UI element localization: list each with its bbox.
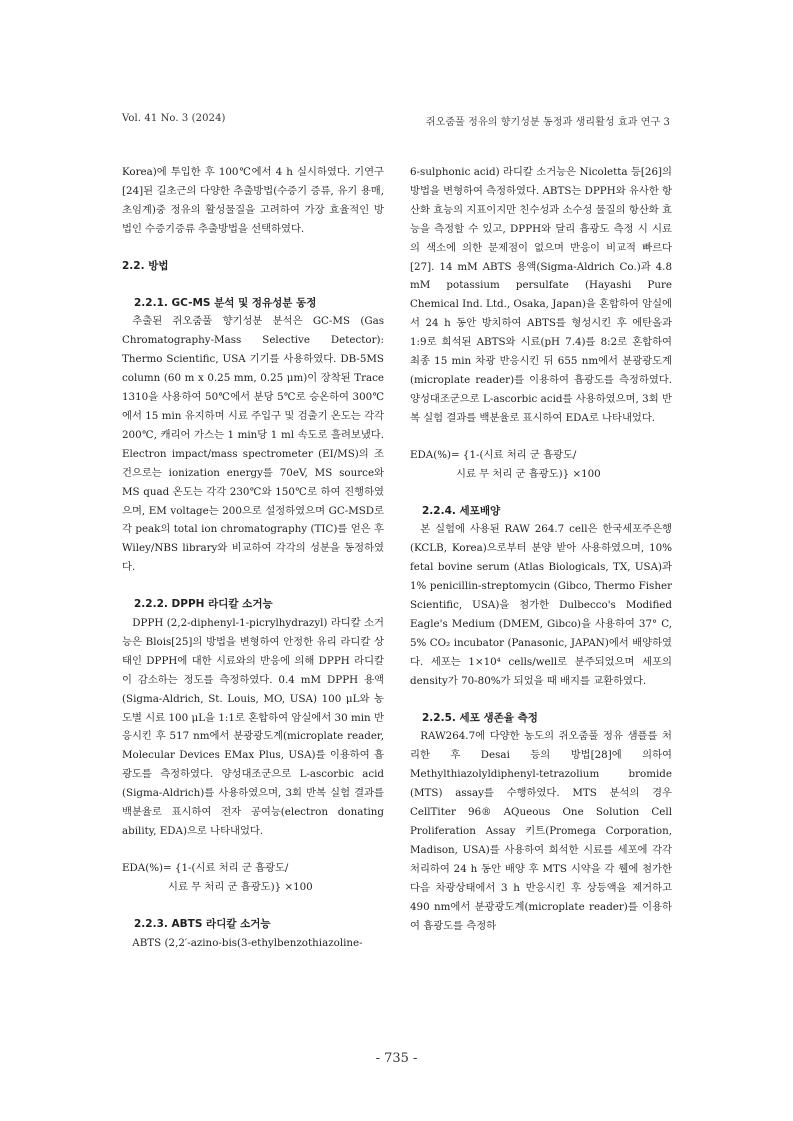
page-number: - 735 - xyxy=(375,1051,418,1066)
eda-equation-dpph xyxy=(122,859,384,897)
eda-equation-line-2: 시료 무 처리 군 흡광도)} ×100 xyxy=(456,467,601,480)
running-header-title: 쥐오줌풀 정유의 향기성분 동정과 생리활성 효과 연구 3 xyxy=(425,117,670,128)
abts-paragraph-continued: 6-sulphonic acid) 라디칼 소거능은 Nicoletta 등[26]의 방법을 변형하여 측정하였다. ABTS는 DPPH와 유사한 항산화 효능의 지표이지만 친수성과 소수성 물질의 항산화 효능을 측정할 수 있고, DPPH와 달리 흡광도 측정 시 시료의 색소에 의한 문제점이 없으며 반응이 비교적 빠르다[27]. 14 mM ABTS 용액(Sigma-Aldrich Co.)과 4.8 mM potassium persulfate (Hayashi Pure Chemical Ind. Ltd., Osaka, Japan)을 혼합하여 암실에서 24 h 동안 방치하여 ABTS를 형성시킨 후 에탄올과 1:9로 희석된 ABTS와 시료(pH 7.4)를 8:2로 혼합하여 최종 15 min 차광 반응시킨 뒤 655 nm에서 분광광도계(microplate reader)를 이용하여 흡광도를 측정하였다. 양성대조군으로 L-ascorbic acid를 사용하였으며, 3회 반복 실험 결과를 백분율로 표시하여 EDA로 나타내었다. xyxy=(410,166,672,424)
subsection-heading-abts: 2.2.3. ABTS 라디칼 소거능 xyxy=(134,917,271,930)
eda-equation-line-2: 시료 무 처리 군 흡광도)} ×100 xyxy=(168,880,313,893)
subsection-heading-dpph: 2.2.2. DPPH 라디칼 소거능 xyxy=(134,598,273,611)
section-heading-methods: 2.2. 방법 xyxy=(122,259,169,272)
eda-equation-abts xyxy=(410,446,672,484)
viability-paragraph: RAW264.7에 다양한 농도의 쥐오줌풀 정유 샘플를 처리한 후 Desai 등의 방법[28]에 의하여 Methylthiazolyldiphenyl-tetrazolium bromide (MTS) assay를 수행하였다. MTS 분석의 경우 CellTiter 96® AQueous One Solution Cell Proliferation Assay 키트(Promega Corporation, Madison, USA)를 사용하여 희석한 시료를 세포에 각각 처리하여 24 h 동안 배양 후 MTS 시약을 각 웰에 첨가한 다음 차광상태에서 3 h 반응시킨 후 상등액을 제거하고 490 nm에서 분광광도계(microplate reader)를 이용하여 흡광도를 측정하 xyxy=(410,730,672,932)
right-column xyxy=(410,163,672,935)
eda-equation-line-1: EDA(%)= {1-(시료 처리 군 흡광도/ xyxy=(122,861,289,874)
abts-paragraph-start: ABTS (2,2′-azino-bis(3-ethylbenzothiazoline- xyxy=(132,936,363,949)
eda-equation-line-1: EDA(%)= {1-(시료 처리 군 흡광도/ xyxy=(410,448,577,461)
gcms-paragraph: 추출된 쥐오줌풀 향기성분 분석은 GC-MS (Gas Chromatography-Mass Selective Detector): Thermo Scientific, USA 기기를 사용하였다. DB-5MS column (60 m x 0.25 mm, 0.25 μm)이 장착된 Trace 1310을 사용하여 50℃에서 분당 5℃로 승온하여 300℃에서 15 min 유지하며 시료 주입구 및 검출기 온도는 각각 200℃, 캐리어 가스는 1 min당 1 ml 속도로 흘려보냈다. Electron impact/mass spectrometer (EI/MS)의 조건으로는 ionization energy를 70eV, MS source와 MS quad 온도는 각각 230℃와 150℃로 하여 진행하였으며, EM voltage는 200으로 설정하였으며 GC-MSD로 각 peak의 total ion chromatography (TIC)를 얻은 후 Wiley/NBS library와 비교하여 각각의 성분을 동정하였다. xyxy=(122,315,384,574)
intro-paragraph: Korea)에 투입한 후 100℃에서 4 h 실시하였다. 기연구[24]된 길초근의 다양한 추출방법(수증기 증류, 유기 용매, 초임계)중 정유의 활성물질을 고려하여 가장 효율적인 방법인 수증기증류 추출방법을 선택하였다. xyxy=(122,166,384,235)
dpph-paragraph: DPPH (2,2-diphenyl-1-picrylhydrazyl) 라디칼 소거능은 Blois[25]의 방법을 변형하여 안정한 유리 라디칼 상태인 DPPH에 대한 시료와의 반응에 의해 DPPH 라디칼이 감소하는 정도를 측정하였다. 0.4 mM DPPH 용액(Sigma-Aldrich, St. Louis, MO, USA) 100 μL와 농도별 시료 100 μL을 1:1로 혼합하여 암실에서 30 min 반응시킨 후 517 nm에서 분광광도계(microplate reader, Molecular Devices EMax Plus, USA)를 이용하여 흡광도를 측정하였다. 양성대조군으로 L-ascorbic acid (Sigma-Aldrich)를 사용하였으며, 3회 반복 실험 결과를 백분율로 표시하여 전자 공여능(electron donating ability, EDA)으로 나타내었다. xyxy=(122,617,384,837)
subsection-heading-viability: 2.2.5. 세포 생존율 측정 xyxy=(422,711,538,724)
subsection-heading-gcms: 2.2.1. GC-MS 분석 및 정유성분 동정 xyxy=(134,296,317,309)
subsection-heading-cell-culture: 2.2.4. 세포배양 xyxy=(422,504,501,517)
cell-culture-paragraph: 본 실험에 사용된 RAW 264.7 cell은 한국세포주은행(KCLB, Korea)으로부터 분양 받아 사용하였으며, 10% fetal bovine serum (Atlas Biologicals, TX, USA)과 1% penicillin-streptomycin (Gibco, Thermo Fisher Scientific, USA)을 첨가한 Dulbecco's Modified Eagle's Medium (DMEM, Gibco)을 사용하여 37° C, 5% CO₂ incubator (Panasonic, JAPAN)에서 배양하였다. 세포는 1×10⁴ cells/well로 분주되었으며 세포의 density가 70-80%가 되었을 때 배지를 교환하였다. xyxy=(410,523,672,687)
running-header-volume: Vol. 41 No. 3 (2024) xyxy=(122,113,226,124)
left-column xyxy=(122,163,384,953)
